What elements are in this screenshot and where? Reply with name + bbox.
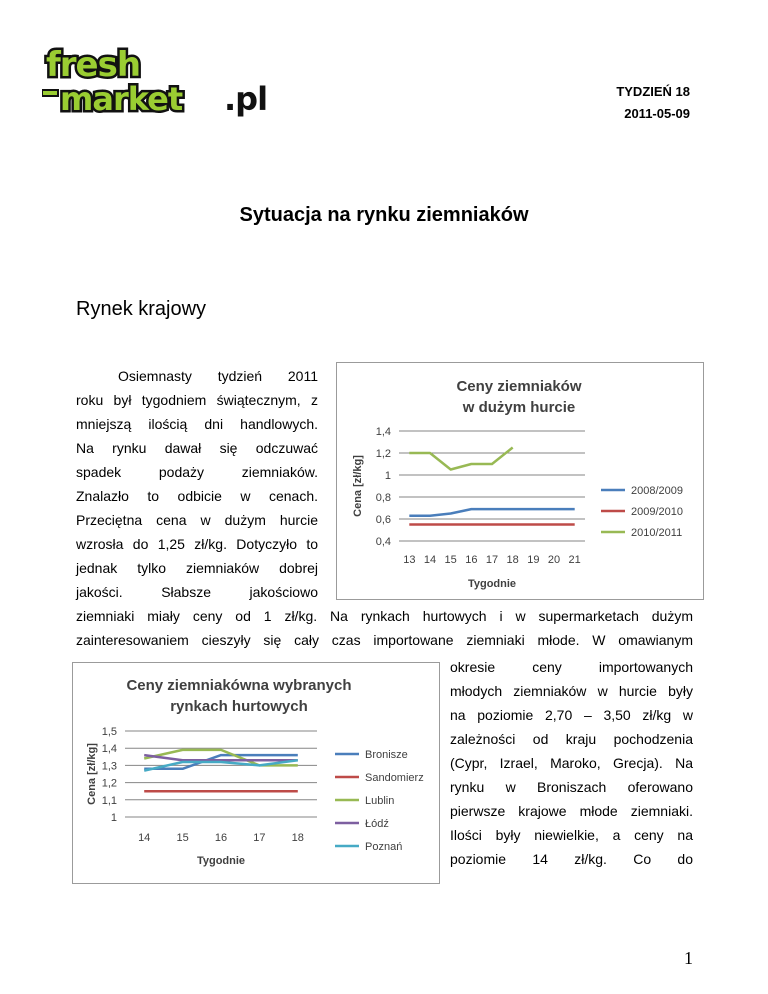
y-tick-label: 0,6 (375, 514, 391, 526)
y-axis-label: Cena [zł/kg] (86, 743, 98, 805)
x-tick-label: 15 (444, 554, 457, 566)
chart-potato-prices-wholesale (336, 362, 704, 600)
y-tick-label: 1,4 (101, 743, 117, 756)
x-tick-label: 17 (253, 832, 266, 844)
y-tick-label: 1,2 (101, 777, 117, 790)
chart-title: Ceny ziemniakówna wybranych (126, 677, 352, 694)
x-tick-label: 19 (527, 554, 540, 566)
text-line: Osiemnasty tydzień 2011 (118, 368, 318, 384)
text-line: mniejszą ilością dni handlowych. (76, 416, 318, 432)
legend-label: Sandomierz (365, 772, 424, 784)
legend-label: Lublin (365, 795, 395, 807)
x-tick-label: 14 (423, 554, 437, 566)
x-tick-label: 21 (568, 554, 581, 566)
x-axis-label: Tygodnie (196, 855, 246, 867)
x-tick-label: 18 (291, 832, 304, 844)
chart-svg (337, 363, 703, 599)
text-line: pierwsze krajowe młode ziemniaki. (450, 803, 693, 819)
text-line: zależności od kraju pochodzenia (450, 731, 693, 747)
legend-label: 2008/2009 (631, 485, 683, 497)
logo-suffix-text: .pl (224, 80, 268, 118)
legend-label: 2009/2010 (631, 506, 683, 518)
chart-title: w dużym hurcie (462, 399, 576, 416)
text-line: okresie ceny importowanych (450, 659, 693, 675)
y-tick-label: 0,4 (375, 536, 391, 548)
chart-svg (73, 663, 439, 883)
text-line: (Cypr, Izrael, Maroko, Grecja). Na (450, 755, 693, 771)
logo-top-text: fresh (46, 45, 141, 85)
text-line: młodych ziemniaków w hurcie były (450, 683, 693, 699)
x-tick-label: 13 (403, 554, 416, 566)
x-tick-label: 20 (547, 554, 561, 566)
section-heading: Rynek krajowy (76, 298, 207, 320)
x-tick-label: 16 (214, 832, 228, 844)
x-tick-label: 14 (138, 832, 151, 844)
y-tick-label: 1,5 (101, 726, 117, 738)
chart-title: Ceny ziemniaków (456, 378, 582, 395)
page-number: 1 (684, 948, 693, 968)
legend-label: Bronisze (365, 749, 408, 761)
freshmarket-logo (42, 44, 282, 118)
legend-label: Poznań (365, 841, 403, 853)
text-line: rynku w Broniszach oferowano (450, 779, 693, 795)
series-line-2008/2009 (409, 509, 574, 516)
text-line: Znalazło to odbicie w cenach. (76, 488, 318, 504)
legend-label: 2010/2011 (631, 527, 683, 539)
x-tick-label: 17 (485, 554, 499, 566)
legend-label: Łódź (365, 818, 389, 830)
text-line: ziemniaki miały ceny od 1 zł/kg. Na rynkach hurtowych i w supermarketach dużym (76, 608, 693, 624)
text-line: wzrosła do 1,25 zł/kg. Dotyczyło to (76, 536, 318, 552)
x-tick-label: 18 (506, 554, 519, 566)
text-line: Przeciętna cena w dużym hurcie (76, 512, 318, 528)
x-axis-label: Tygodnie (467, 578, 517, 590)
y-tick-label: 1 (384, 470, 391, 482)
y-tick-label: 1 (110, 812, 117, 824)
text-line: jednak tylko ziemniaków dobrej (76, 560, 318, 576)
page-title: Sytuacja na rynku ziemniaków (239, 204, 529, 226)
text-line: poziomie 14 zł/kg. Co do (450, 851, 693, 867)
text-line: zainteresowaniem cieszyły się cały czas importowane ziemniaki młode. W omawianym (76, 632, 693, 648)
week-label: TYDZIEŃ 18 (616, 84, 690, 99)
y-tick-label: 1,3 (101, 760, 117, 773)
text-line: roku był tygodniem świątecznym, z (76, 392, 318, 408)
text-line: spadek podaży ziemniaków. (76, 464, 318, 480)
y-tick-label: 1,2 (375, 448, 391, 460)
logo-dash (42, 90, 58, 96)
chart-title: rynkach hurtowych (170, 698, 308, 715)
y-tick-label: 1,1 (101, 794, 117, 807)
text-line: Na rynku dawał się odczuwać (76, 440, 318, 456)
y-tick-label: 0,8 (375, 492, 391, 504)
x-tick-label: 16 (465, 554, 478, 566)
text-line: na poziomie 2,70 – 3,50 zł/kg w (450, 707, 693, 723)
y-axis-label: Cena [zł/kg] (352, 455, 364, 517)
x-tick-label: 15 (176, 832, 189, 844)
chart-potato-prices-markets (72, 662, 440, 884)
report-date: 2011-05-09 (624, 106, 690, 121)
series-line-2010/2011 (409, 448, 512, 470)
text-line: Ilości były niewielkie, a ceny na (450, 827, 693, 843)
logo-bottom-text: market (60, 80, 183, 118)
text-line: jakości. Słabsze jakościowo (76, 584, 318, 600)
y-tick-label: 1,4 (375, 426, 391, 438)
